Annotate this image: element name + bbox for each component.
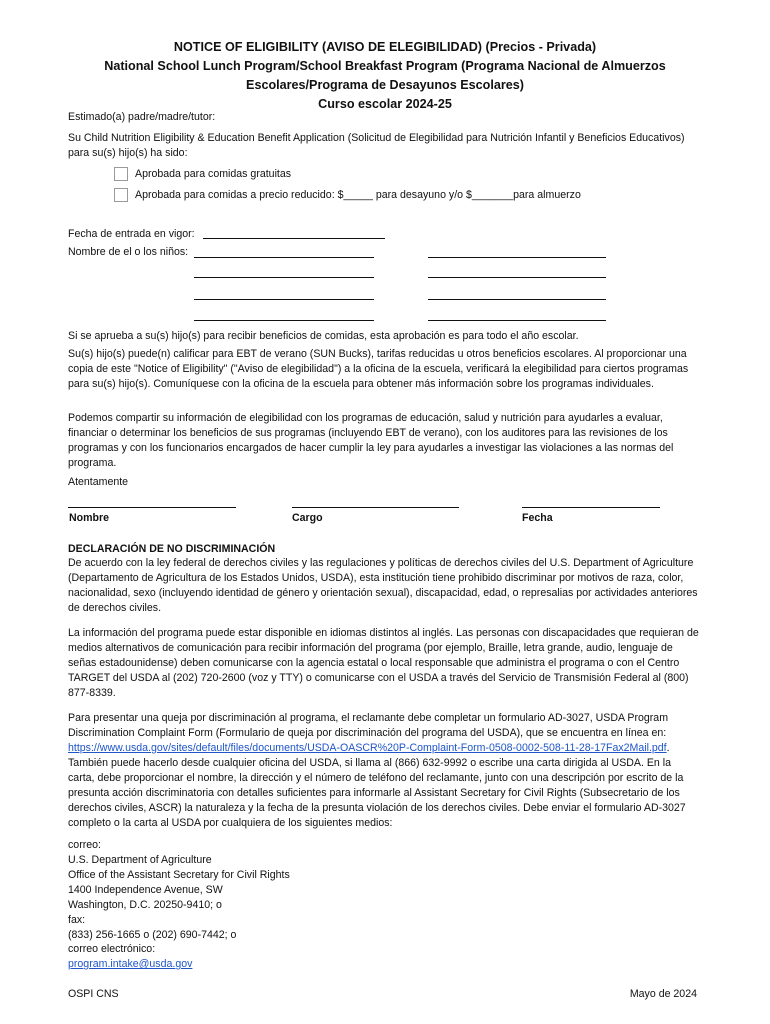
sharing-paragraph: Podemos compartir su información de elegibilidad con los programas de educación, salud y nutrición para ayudarles a evaluar, financiar o determinar los beneficios de sus programas (incluyendo EBT de verano), con los auditores para las revisiones de los programas y con los funcionarios encargados de hacer cumplir la ley para ayudarles a investigar las violaciones a las normas del programa. <box>68 412 674 469</box>
option-free-meals[interactable] <box>114 165 291 183</box>
footer-right: Mayo de 2024 <box>629 988 697 1000</box>
free-meals-label: Aprobada para comidas gratuitas <box>135 167 292 180</box>
title-line-1: NOTICE OF ELIGIBILITY (AVISO DE ELEGIBILIDAD) (Precios - Privada) <box>173 40 597 54</box>
nondiscrimination-heading: DECLARACIÓN DE NO DISCRIMINACIÓN <box>68 543 276 555</box>
footer-left: OSPI CNS <box>68 988 119 1000</box>
email-link-wrap <box>68 957 192 972</box>
option-reduced-meals[interactable] <box>114 186 581 204</box>
nondiscrimination-paragraph-2: La información del programa puede estar disponible en idiomas distintos al inglés. Las personas con discapacidades que requieran de medios alternativos de comunicación para recibir información del programa (por ejemplo, Braille, letra grande, audio, lenguaje de señas estadounidense) deben comunicarse con la agencia estatal o local responsable que administra el programa o con el Centro TARGET del USDA al (202) 720-2600 (voz y TTY) o comunicarse con el USDA a través del Servicio de Transmisión Federal al (800) 877-8339. <box>68 627 699 699</box>
nondiscrimination-paragraph-1: De acuerdo con la ley federal de derechos civiles y las regulaciones y políticas de derechos civiles del U.S. Department of Agriculture (Departamento de Agricultura de los Estados Unidos, USDA), esta institución tiene prohibido discriminar por motivos de raza, color, nacionalidad, sexo (incluyendo identidad de género y orientación sexual), discapacidad, edad, o represalias por actividades anteriores de derechos civiles. <box>68 557 698 614</box>
benefits-paragraph: Su(s) hijo(s) puede(n) calificar para EBT de verano (SUN Bucks), tarifas reducidas u otros beneficios escolares. Al proporcionar una copia de este "Notice of Eligibility" ("Aviso de elegibilidad") a la oficina de la escuela, verificará la elegibilidad para ciertos programas para su(s) hijo(s). Comuníquese con la oficina de la escuela para obtener más información sobre los programas individuales. <box>68 348 689 390</box>
closing-text: Atentamente <box>68 476 129 488</box>
address-line-4: Washington, D.C. 20250-9410; o <box>68 899 222 911</box>
signature-name-line[interactable] <box>68 507 236 508</box>
child-name-line[interactable] <box>428 299 606 300</box>
children-names-label: Nombre de el o los niños: <box>68 246 189 258</box>
address-line-1: U.S. Department of Agriculture <box>68 854 212 866</box>
child-name-line[interactable] <box>194 320 374 321</box>
approval-paragraph: Si se aprueba a su(s) hijo(s) para recibir beneficios de comidas, esta aprobación es para todo el año escolar. <box>68 330 579 342</box>
title-line-2: National School Lunch Program/School Breakfast Program (Programa Nacional de Almuerzos <box>104 59 666 73</box>
reduced-meals-label: Aprobada para comidas a precio reducido: $_____ para desayuno y/o $_______para almuerzo <box>135 188 581 201</box>
child-name-line[interactable] <box>428 277 606 278</box>
free-meals-checkbox[interactable] <box>114 167 128 181</box>
effective-date-label: Fecha de entrada en vigor: <box>68 228 195 240</box>
child-name-line[interactable] <box>194 257 374 258</box>
fax-numbers: (833) 256-1665 o (202) 690-7442; o <box>68 929 237 941</box>
child-name-line[interactable] <box>428 257 606 258</box>
child-name-line[interactable] <box>194 299 374 300</box>
reduced-meals-checkbox[interactable] <box>114 188 128 202</box>
intro-text: Su Child Nutrition Eligibility & Education Benefit Application (Solicitud de Elegibilidad para Nutrición Infantil y Beneficios Educativos) para su(s) hijo(s) ha sido: <box>68 132 685 159</box>
child-name-line[interactable] <box>194 277 374 278</box>
signature-date-label: Fecha <box>522 512 553 524</box>
email-link[interactable]: program.intake@usda.gov <box>68 958 193 970</box>
document-title <box>60 38 710 114</box>
signature-title-label: Cargo <box>292 512 323 524</box>
address-line-3: 1400 Independence Avenue, SW <box>68 884 223 896</box>
title-line-3: Escolares/Programa de Desayunos Escolares) <box>246 78 524 92</box>
email-label: correo electrónico: <box>68 943 156 955</box>
signature-date-line[interactable] <box>522 507 660 508</box>
complaint-paragraph <box>68 711 700 831</box>
signature-title-line[interactable] <box>292 507 459 508</box>
fax-label: fax: <box>68 914 86 926</box>
title-line-4: Curso escolar 2024-25 <box>318 97 452 111</box>
complaint-text-before: Para presentar una queja por discriminación al programa, el reclamante debe completar un formulario AD-3027, USDA Program Discrimination Complaint Form (Formulario de queja por discriminación del programa del USDA), que se encuentra en línea en: <box>68 712 669 739</box>
greeting: Estimado(a) padre/madre/tutor: <box>68 111 216 123</box>
signature-name-label: Nombre <box>69 512 110 524</box>
complaint-text-after: . También puede hacerlo desde cualquier oficina del USDA, si llama al (866) 632-9992 o escribe una carta dirigida al USDA. En la carta, debe proporcionar el nombre, la dirección y el número de teléfono del reclamante, junto con una descripción por escrito de la presunta acción discriminatoria con detalles suficientes para informarle al Assistant Secretary for Civil Rights (Subsecretario de los derechos civiles, ASCR) la naturaleza y la fecha de la presunta violación de los derechos civiles. Debe enviar el formulario AD-3027 completo o la carta al USDA por cualquiera de los siguientes medios: <box>68 742 686 829</box>
effective-date-line[interactable] <box>203 238 385 239</box>
address-line-2: Office of the Assistant Secretary for Civil Rights <box>68 869 290 881</box>
mail-label: correo: <box>68 839 101 851</box>
complaint-form-link[interactable]: https://www.usda.gov/sites/default/files/documents/USDA-OASCR%20P-Complaint-Form-0508-0002-508-11-28-17Fax2Mail.pdf <box>68 742 667 754</box>
child-name-line[interactable] <box>428 320 606 321</box>
